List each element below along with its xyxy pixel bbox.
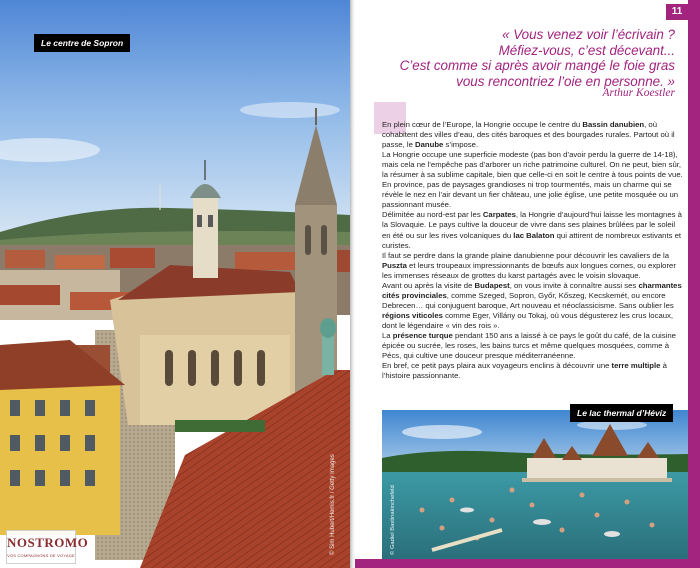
bold-term: terre multiple — [611, 361, 661, 371]
text-run: pendant 150 ans a laissé à ce pays le goût du café, de la cuisine épicée ou sucrée, les roses, les bains turcs et même quelques mosquées, comme à Pécs, qui cultive une douceur presque méditerranéenne. — [382, 330, 676, 361]
bold-term: Puszta — [382, 260, 407, 270]
text-run: à l’histoire passionnante. — [382, 361, 667, 381]
heviz-photo — [382, 410, 688, 559]
text-run: s’impose. — [443, 140, 479, 150]
photo-credit-heviz: © Gadiel Bastinakinchefeld — [390, 485, 396, 555]
body-paragraph — [382, 180, 685, 210]
bold-term: Danube — [415, 140, 444, 150]
text-run: Avant ou après la visite de — [382, 280, 475, 290]
body-paragraph — [382, 251, 685, 281]
text-run: En province, pas de paysages grandioses ni trop tourmentés, mais un charme qui se révèle le nez en l’air devant un fier château, une jolie église, une petite mosquée ou un passionnant musée. — [382, 180, 679, 210]
bold-term: Carpates — [482, 210, 516, 220]
bottom-strip — [355, 559, 700, 568]
body-text — [382, 120, 685, 381]
body-paragraph — [382, 210, 685, 250]
heviz-photo-image — [382, 410, 688, 559]
text-run: , on vous invite à connaître aussi ses — [509, 280, 639, 290]
bold-term: charmantes cités provinciales — [382, 280, 682, 300]
bold-term: Bassin danubien — [582, 120, 645, 129]
text-run: En plein cœur de l’Europe, la Hongrie occupe le centre du — [382, 120, 583, 129]
text-run: comme Eger, Villány ou Tokaj, où vous dégusterez les crus locaux, dont le légendaire « vin des rois ». — [382, 310, 674, 330]
bold-term: présence turque — [392, 330, 453, 340]
bold-term: lac Balaton — [513, 230, 555, 240]
quote-line: vous rencontriez l’oie en personne. » — [456, 73, 675, 89]
body-paragraph — [382, 281, 685, 331]
text-run: , la Hongrie d’aujourd’hui laisse les montagnes à la Slovaquie. Le pays cultive la douceur de vivre dans ses plaines brûlées par le soleil en été ou sur les rives volcaniques du — [382, 210, 682, 240]
logo-name: NOSTROMO — [7, 535, 89, 550]
text-run: En bref, ce petit pays plaira aux voyageurs enclins à découvrir une — [382, 361, 612, 371]
text-run: La — [382, 330, 393, 340]
body-paragraph — [382, 331, 685, 361]
text-run: et leurs troupeaux impressionnants de bœufs aux longues cornes, ou explorer les immenses réseaux de grottes du karst partagés avec le voisin slovaque. — [382, 260, 676, 280]
logo-tagline: VOS COMPAGNONS DE VOYAGE — [7, 553, 75, 558]
body-paragraph — [382, 150, 685, 180]
body-paragraph — [382, 361, 685, 381]
quote-line: Méfiez-vous, c’est décevant... — [498, 42, 675, 58]
text-run: , où cohabitent des villes d’eau, des cités baroques et des bourgades rurales. Partout où il passe, le — [382, 120, 675, 150]
text-run: La Hongrie occupe une superficie modeste (pas bon d’avoir perdu la guerre de 14-18), mais cela ne l’empêche pas d’arborer un riche patrimoine culturel. On ne peut, bien sûr, la résumer à sa sublime capitale, bien que celle-ci en soit le centre à tous points de vue. — [382, 150, 683, 180]
photo-credit: © Sim Hubert/Hemis.fr / Getty Images — [330, 454, 336, 555]
text-run: qui attirent de nombreux estivants et curistes. — [382, 230, 682, 250]
page-number: 11 — [666, 4, 688, 20]
quote-line: « Vous venez voir l’écrivain ? — [502, 27, 675, 42]
text-run: Il faut se perdre dans la grande plaine danubienne pour découvrir les cavaliers de la — [382, 250, 670, 260]
text-run: , comme Szeged, Sopron, Győr, Kőszeg, Kecskemét, ou encore Debrecen… qui conjuguent baroque, Art nouveau et néoclassicisme. Sans oublier les — [382, 290, 674, 310]
right-page — [355, 0, 700, 568]
quote-line: C’est comme si après avoir mangé le foie gras — [399, 58, 675, 73]
bold-term: Budapest — [474, 280, 510, 290]
body-paragraph — [382, 120, 685, 150]
quote — [375, 27, 675, 89]
publisher-logo — [6, 530, 89, 564]
quote-author: Arthur Koestler — [602, 87, 675, 99]
photo-caption: Le centre de Sopron — [34, 34, 130, 52]
text-run: Délimitée au nord-est par les — [382, 210, 483, 220]
bold-term: régions viticoles — [382, 310, 443, 320]
page-border — [688, 0, 700, 568]
photo-caption-heviz: Le lac thermal d’Hévíz — [570, 404, 673, 422]
